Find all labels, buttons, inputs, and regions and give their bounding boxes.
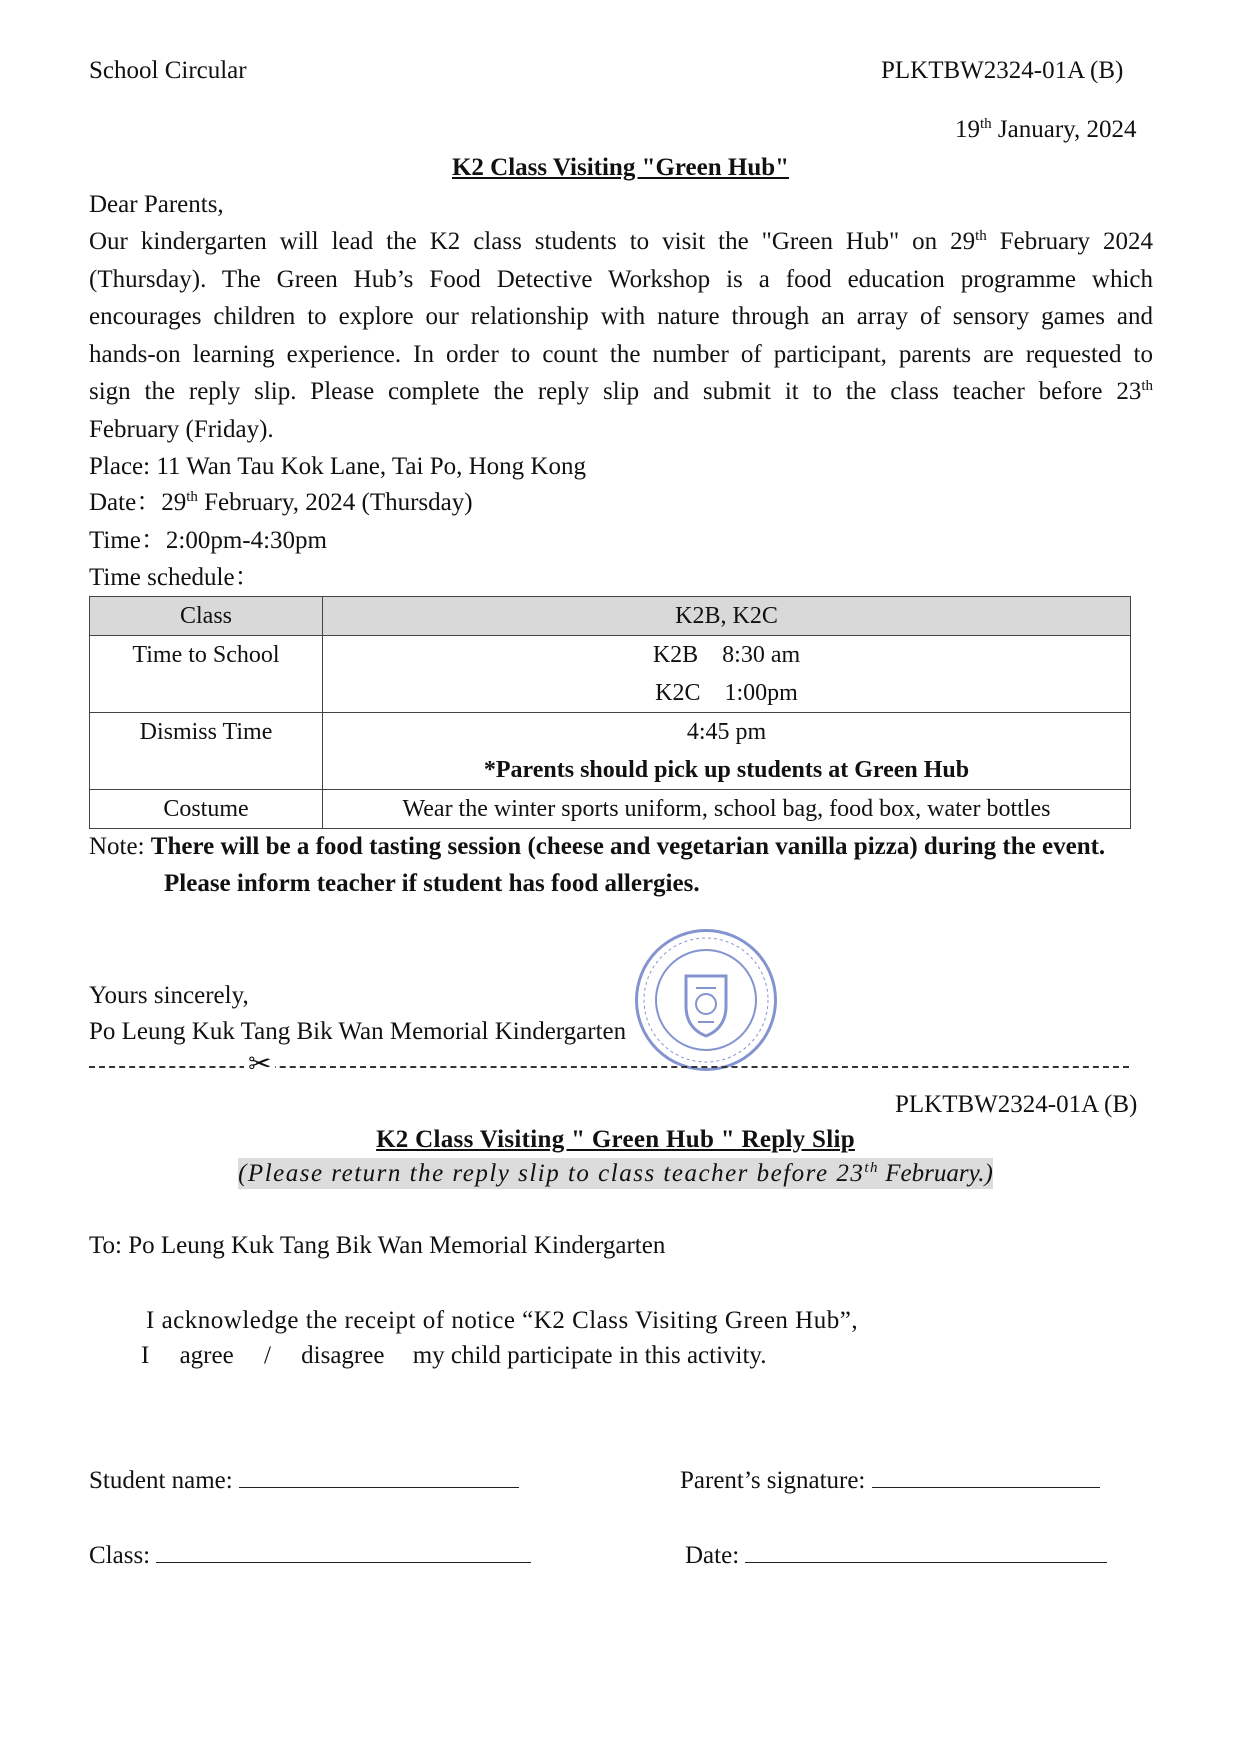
event-place: Place: 11 Wan Tau Kok Lane, Tai Po, Hong Kong xyxy=(89,453,586,480)
class-value: K2B, K2C xyxy=(323,597,1131,636)
class-label: Class xyxy=(90,597,323,636)
acknowledgement: I acknowledge the receipt of notice “K2 Class Visiting Green Hub”, xyxy=(146,1307,859,1334)
costume-label: Costume xyxy=(90,790,323,829)
time-to-school-label: Time to School xyxy=(90,636,323,713)
table-row xyxy=(90,636,1131,713)
event-date: Date：29th February, 2024 (Thursday) xyxy=(89,489,473,516)
scissors-icon: ✂ xyxy=(244,1051,275,1079)
student-name-field: Student name: xyxy=(89,1465,519,1493)
date-input[interactable] xyxy=(745,1540,1107,1563)
closing-yours: Yours sincerely, xyxy=(89,982,249,1009)
closing-signer: Po Leung Kuk Tang Bik Wan Memorial Kindergarten xyxy=(89,1018,627,1045)
agree-option[interactable]: agree xyxy=(179,1342,234,1369)
body-line-1: Our kindergarten will lead the K2 class students to visit the "Green Hub" on 29th February 2024 xyxy=(89,228,1153,255)
consent-choice: I agree / disagree my child participate in this activity. xyxy=(141,1342,767,1369)
slip-recipient: To: Po Leung Kuk Tang Bik Wan Memorial Kindergarten xyxy=(89,1232,666,1259)
table-row xyxy=(90,713,1131,790)
greeting: Dear Parents, xyxy=(89,191,224,218)
time-schedule-label: Time schedule： xyxy=(89,564,260,591)
student-name-input[interactable] xyxy=(239,1465,519,1488)
note-line-2: Please inform teacher if student has food allergies. xyxy=(164,870,700,897)
event-time: Time：2:00pm-4:30pm xyxy=(89,527,327,554)
school-seal-stamp xyxy=(635,929,777,1071)
page-title: K2 Class Visiting "Green Hub" xyxy=(451,154,790,181)
schedule-table xyxy=(89,596,1131,829)
class-input[interactable] xyxy=(156,1540,531,1563)
body-line-4: hands-on learning experience. In order to count the number of participant, parents are requested to xyxy=(89,341,1153,368)
issue-date: 19th January, 2024 xyxy=(955,116,1137,143)
time-to-school-value: K2B 8:30 am K2C 1:00pm xyxy=(323,636,1131,713)
body-line-3: encourages children to explore our relationship with nature through an array of sensory games and xyxy=(89,303,1153,330)
slip-instruction: (Please return the reply slip to class teacher before 23th February.) xyxy=(238,1160,993,1187)
table-row xyxy=(90,790,1131,829)
date-field: Date: xyxy=(685,1540,1107,1568)
class-field: Class: xyxy=(89,1540,531,1568)
circular-label: School Circular xyxy=(89,57,247,84)
body-line-5: sign the reply slip. Please complete the reply slip and submit it to the class teacher before 23th xyxy=(89,378,1153,405)
note: Note: There will be a food tasting session (cheese and vegetarian vanilla pizza) during the event. xyxy=(89,833,1106,860)
dismiss-time-value: 4:45 pm *Parents should pick up students at Green Hub xyxy=(323,713,1131,790)
reference-number: PLKTBW2324-01A (B) xyxy=(881,57,1124,84)
dismiss-time-label: Dismiss Time xyxy=(90,713,323,790)
table-row xyxy=(90,597,1131,636)
slip-title: K2 Class Visiting " Green Hub " Reply Slip xyxy=(376,1126,855,1153)
parent-signature-field: Parent’s signature: xyxy=(680,1465,1100,1493)
costume-value: Wear the winter sports uniform, school bag, food box, water bottles xyxy=(323,790,1131,829)
parent-signature-input[interactable] xyxy=(872,1465,1100,1488)
body-line-2: (Thursday). The Green Hub’s Food Detective Workshop is a food education programme which xyxy=(89,266,1153,293)
disagree-option[interactable]: disagree xyxy=(301,1342,385,1369)
slip-reference-number: PLKTBW2324-01A (B) xyxy=(895,1091,1138,1118)
body-line-6: February (Friday). xyxy=(89,416,274,443)
